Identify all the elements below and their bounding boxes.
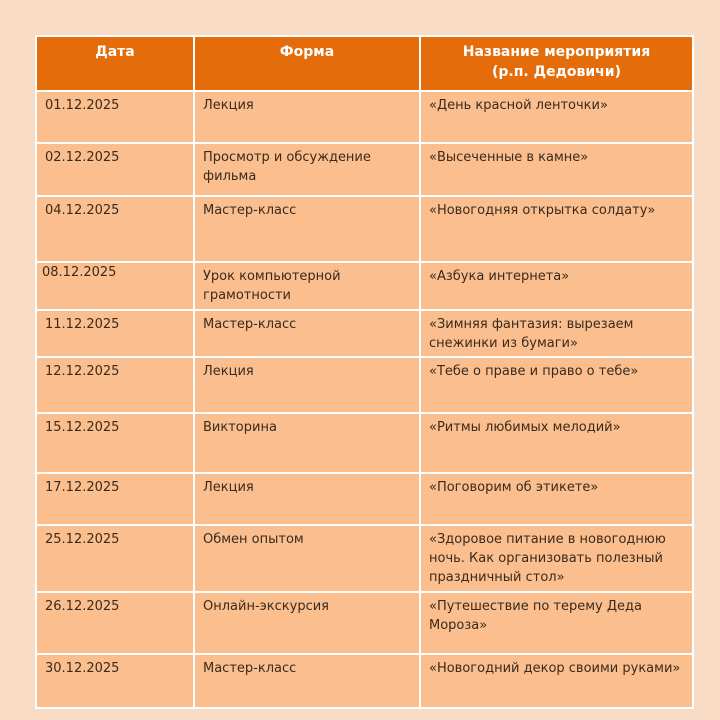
cell-name: «Высеченные в камне» <box>420 143 693 196</box>
cell-name: «Новогодняя открытка солдату» <box>420 196 693 262</box>
events-table <box>35 35 694 709</box>
cell-name: «Путешествие по терему Деда Мороза» <box>420 592 693 654</box>
cell-date: 11.12.2025 <box>36 310 194 357</box>
cell-form: Лекция <box>194 91 420 143</box>
cell-name: «Зимняя фантазия: вырезаем снежинки из бумаги» <box>420 310 693 357</box>
cell-name: «Новогодний декор своими руками» <box>420 654 693 708</box>
cell-name: «Тебе о праве и право о тебе» <box>420 357 693 413</box>
table-row <box>36 91 693 143</box>
cell-date: 01.12.2025 <box>36 91 194 143</box>
cell-form: Мастер-класс <box>194 654 420 708</box>
table-row <box>36 357 693 413</box>
cell-name: «День красной ленточки» <box>420 91 693 143</box>
cell-date: 30.12.2025 <box>36 654 194 708</box>
header-name <box>420 36 693 91</box>
table-row <box>36 413 693 473</box>
cell-date: 25.12.2025 <box>36 525 194 592</box>
cell-form: Лекция <box>194 473 420 525</box>
cell-form: Викторина <box>194 413 420 473</box>
header-form: Форма <box>194 36 420 91</box>
cell-date: 02.12.2025 <box>36 143 194 196</box>
cell-date: 26.12.2025 <box>36 592 194 654</box>
table-row <box>36 262 693 310</box>
table-row <box>36 196 693 262</box>
header-name-line1: Название мероприятия <box>462 44 651 60</box>
cell-date: 12.12.2025 <box>36 357 194 413</box>
cell-form: Мастер-класс <box>194 310 420 357</box>
table-row <box>36 310 693 357</box>
header-date: Дата <box>36 36 194 91</box>
cell-form: Урок компьютерной грамотности <box>194 262 420 310</box>
cell-name: «Здоровое питание в новогоднюю ночь. Как организовать полезный праздничный стол» <box>420 525 693 592</box>
cell-form: Мастер-класс <box>194 196 420 262</box>
table-row <box>36 143 693 196</box>
cell-form: Обмен опытом <box>194 525 420 592</box>
cell-name: «Ритмы любимых мелодий» <box>420 413 693 473</box>
table-row <box>36 592 693 654</box>
cell-date: 15.12.2025 <box>36 413 194 473</box>
cell-date: 04.12.2025 <box>36 196 194 262</box>
table-row <box>36 525 693 592</box>
header-name-line2: (р.п. Дедовичи) <box>492 64 621 80</box>
table-header-row <box>36 36 693 91</box>
cell-form: Онлайн-экскурсия <box>194 592 420 654</box>
cell-date: 17.12.2025 <box>36 473 194 525</box>
table-row <box>36 473 693 525</box>
cell-date: 08.12.2025 <box>36 262 194 310</box>
cell-name: «Азбука интернета» <box>420 262 693 310</box>
cell-form: Просмотр и обсуждение фильма <box>194 143 420 196</box>
cell-form: Лекция <box>194 357 420 413</box>
table-row <box>36 654 693 708</box>
cell-name: «Поговорим об этикете» <box>420 473 693 525</box>
